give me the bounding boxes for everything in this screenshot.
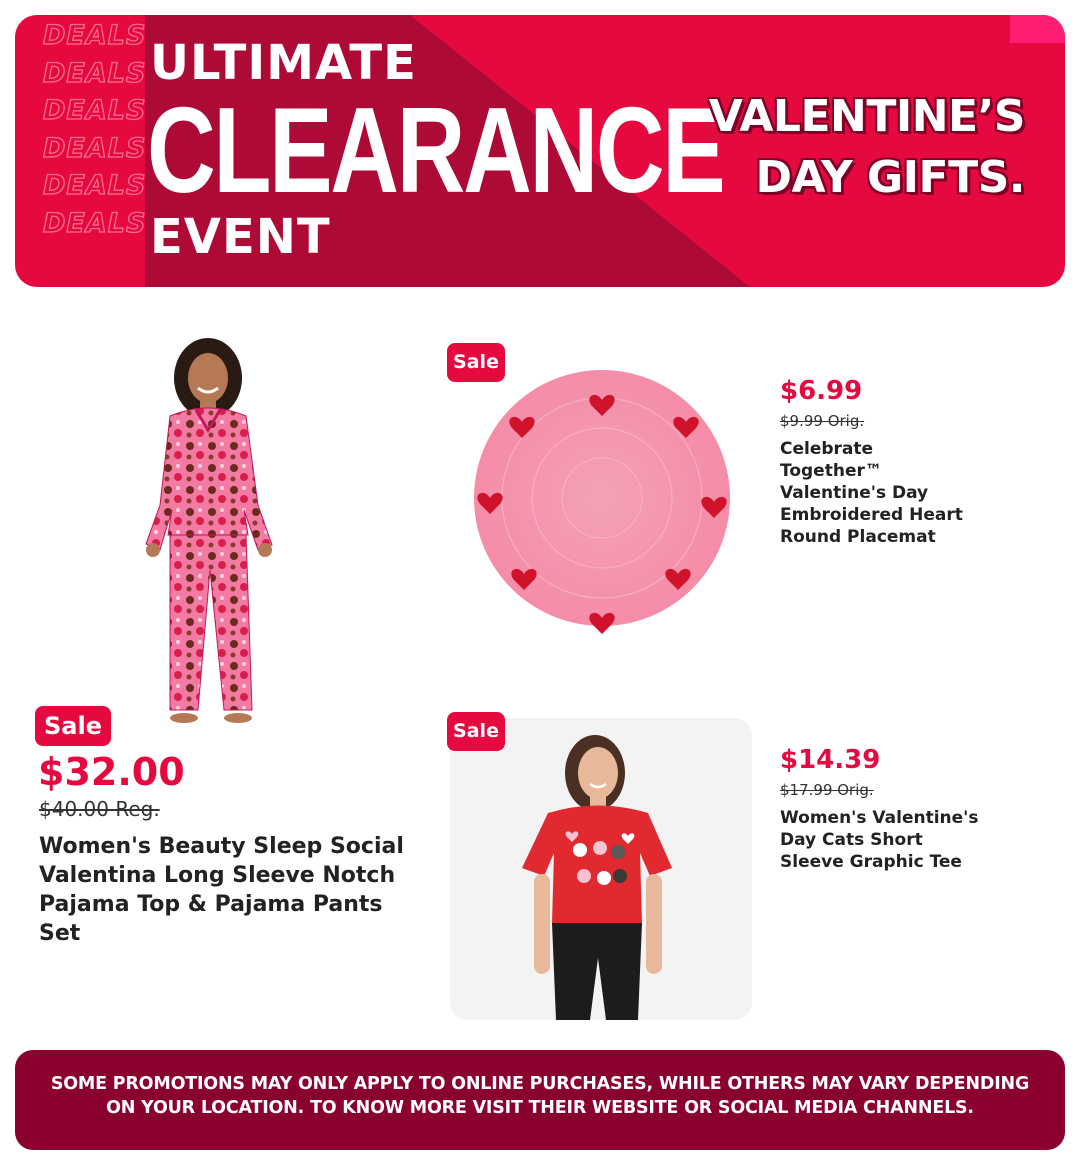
product-name[interactable]: Women's Beauty Sleep Social Valentina Long Sleeve Notch Pajama Top & Pajama Pants Set [39, 834, 404, 946]
sale-badge: Sale [447, 712, 505, 751]
sale-price: $6.99 [780, 376, 863, 406]
sale-price: $14.39 [780, 745, 881, 775]
product-name[interactable]: Women's Valentine's Day Cats Short Sleeve Graphic Tee [780, 808, 979, 872]
deals-word: DEALS [43, 57, 147, 89]
deals-pattern [43, 17, 146, 242]
promo-banner [15, 15, 1065, 287]
original-price: $9.99 Orig. [780, 412, 865, 430]
headline-ultimate: ULTIMATE [150, 35, 417, 91]
deals-word: DEALS [43, 20, 147, 51]
subtitle-line-2: DAY GIFTS. [755, 151, 1025, 203]
deals-word: DEALS [43, 207, 147, 239]
tee-model-illustration [450, 718, 752, 1020]
headline-clearance: CLEARANCE [147, 82, 724, 218]
heart-placemat-illustration [460, 360, 750, 650]
original-price: $40.00 Reg. [39, 797, 160, 821]
disclaimer-text: SOME PROMOTIONS MAY ONLY APPLY TO ONLINE PURCHASES, WHILE OTHERS MAY VARY DEPENDING ON YOUR LOCATION. TO KNOW MORE VISIT THEIR WEBSITE OR SOCIAL MEDIA CHANNELS. [50, 1074, 1030, 1118]
sale-badge: Sale [35, 706, 111, 746]
deals-word: DEALS [43, 132, 147, 164]
sale-badge: Sale [447, 343, 505, 382]
product-name[interactable]: Celebrate Together™ Valentine's Day Embroidered Heart Round Placemat [780, 439, 963, 547]
sale-price: $32.00 [38, 750, 185, 794]
graphic-tee-image[interactable] [450, 718, 752, 1020]
headline-event: EVENT [150, 209, 331, 265]
deals-word: DEALS [43, 95, 147, 126]
promo-disclaimer [15, 1050, 1065, 1150]
banner-corner-tab [1010, 15, 1065, 43]
subtitle-line-1: VALENTINE’S [708, 91, 1025, 142]
deals-word: DEALS [43, 170, 147, 201]
placemat-image[interactable] [460, 360, 750, 650]
pajama-set-image[interactable] [140, 330, 420, 735]
original-price: $17.99 Orig. [780, 781, 874, 799]
valentines-day-gifts-title [709, 87, 1025, 208]
pajama-model-illustration [140, 330, 420, 735]
